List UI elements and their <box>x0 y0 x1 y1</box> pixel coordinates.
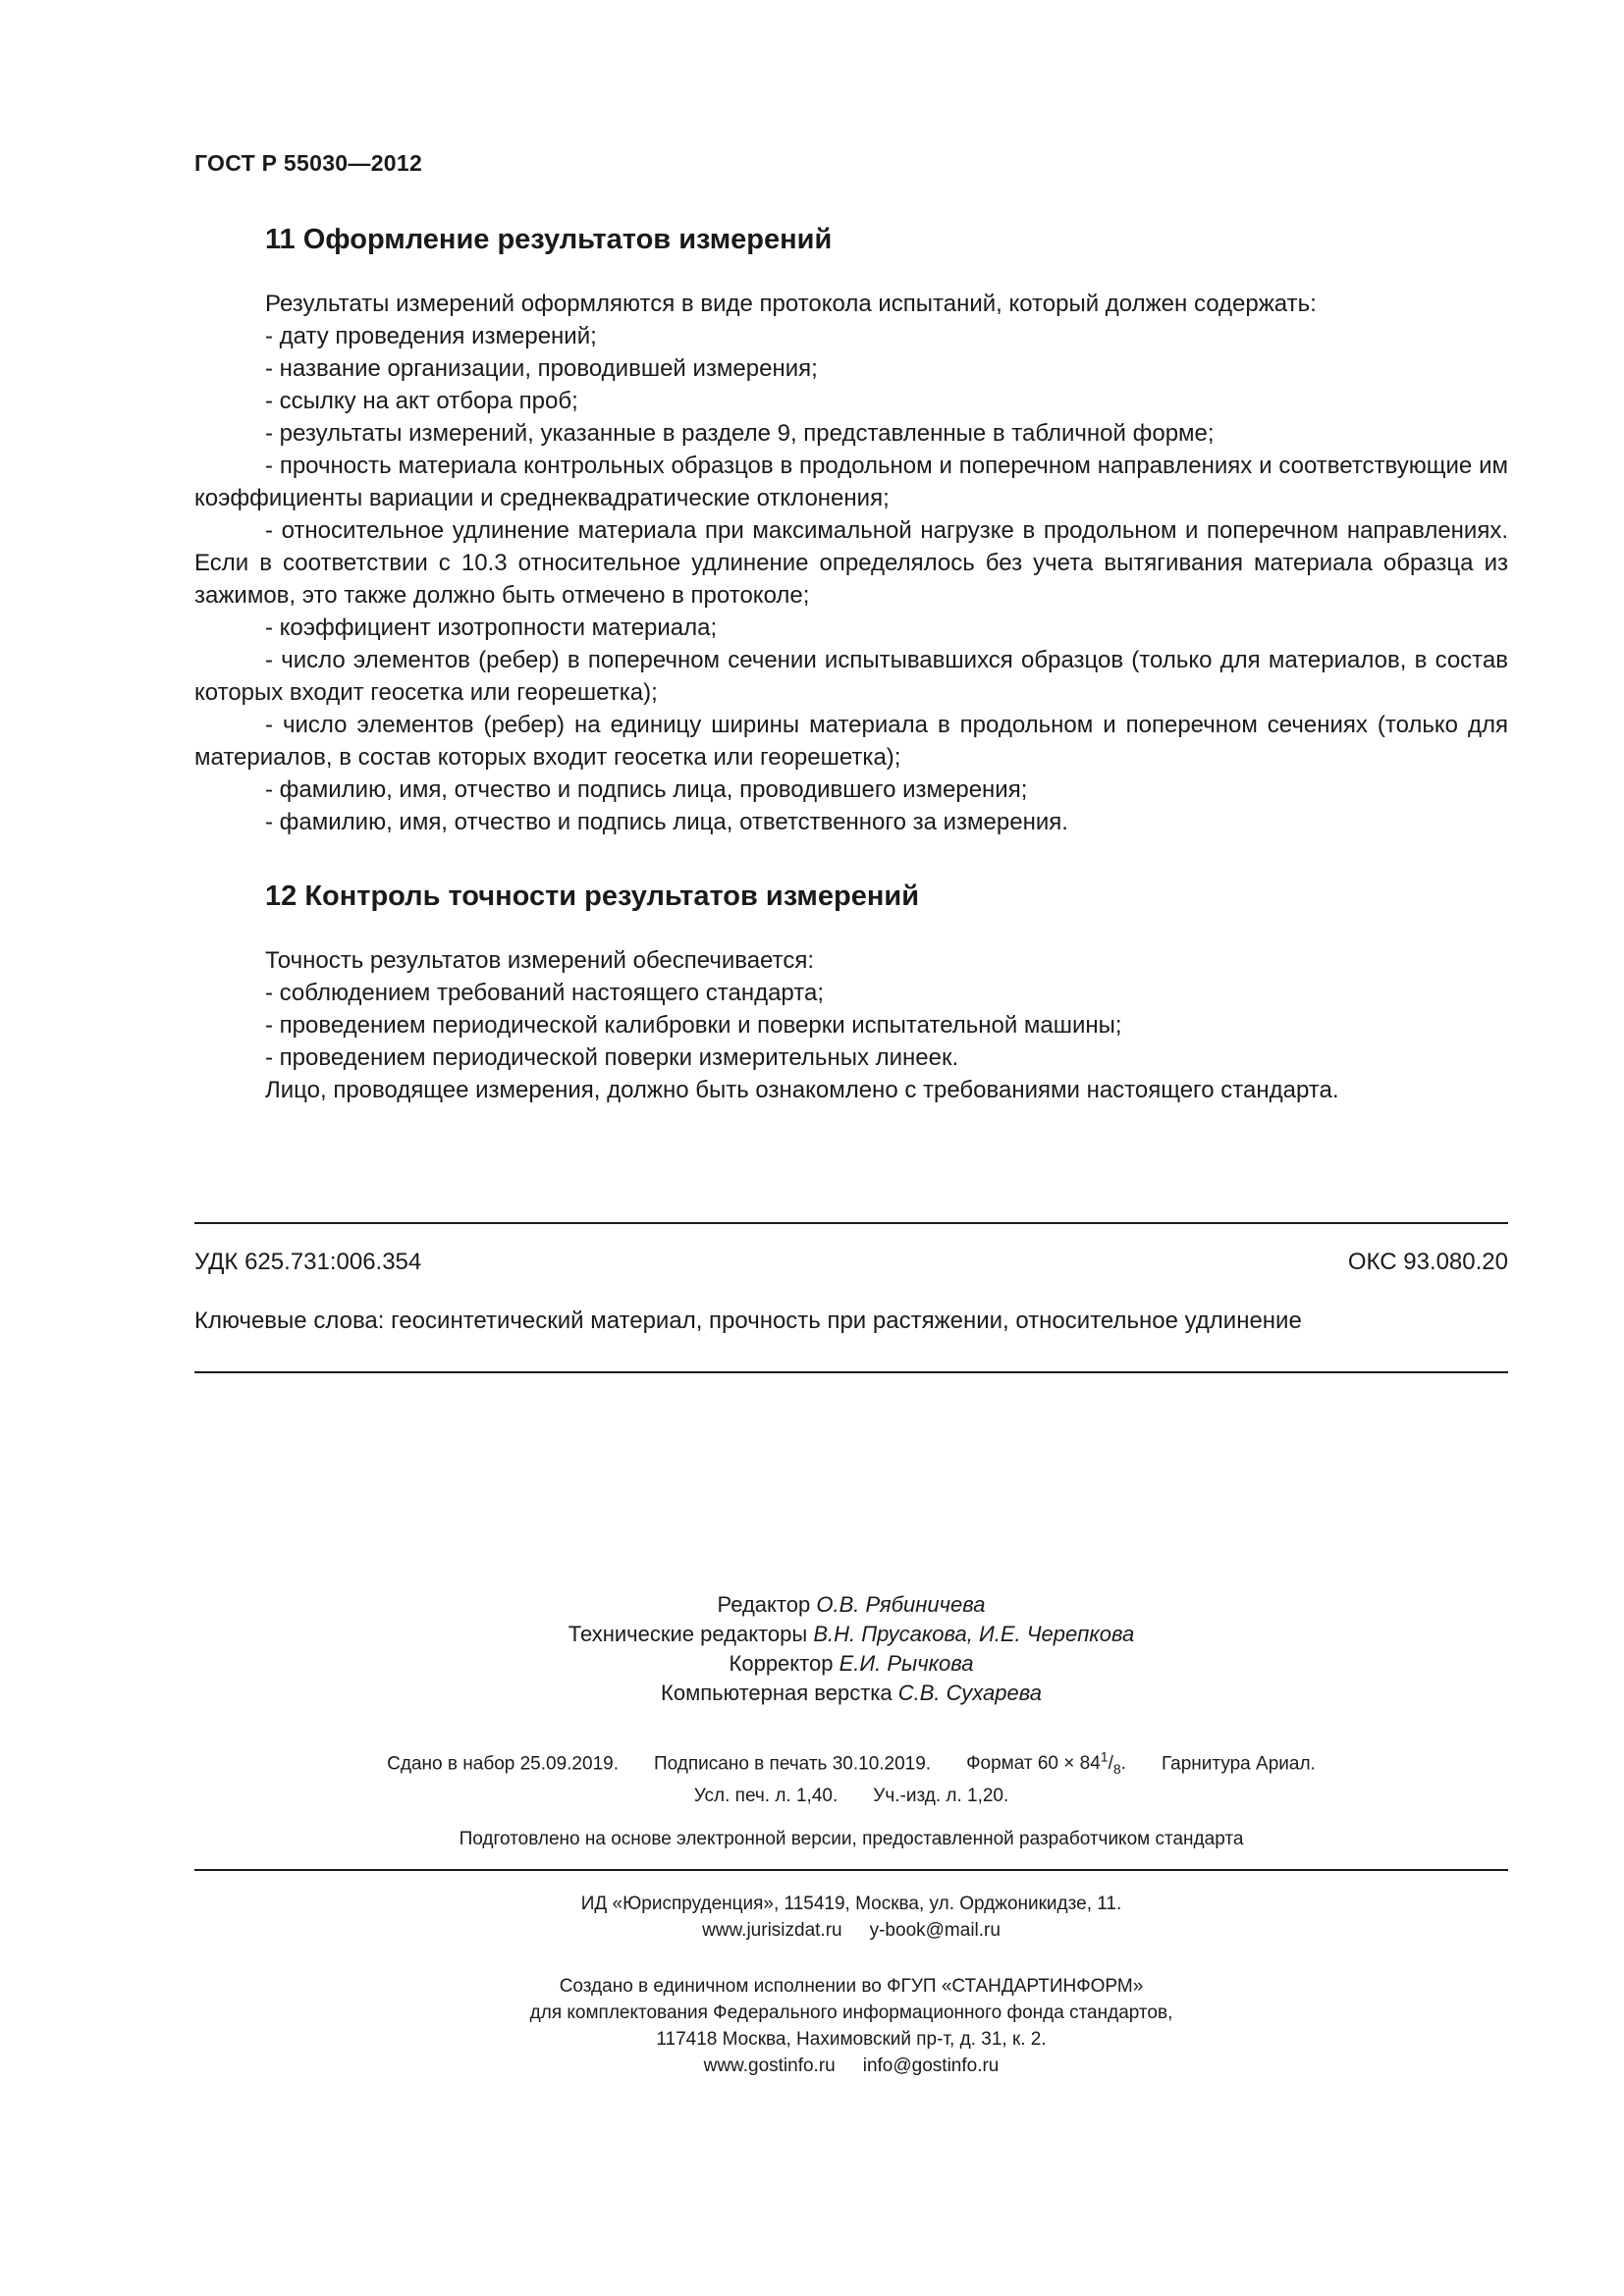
paper-format: Формат $60 \times 84^1/_8$. <box>966 1749 1126 1778</box>
editor-name: О.В. Рябиничева <box>816 1592 986 1617</box>
paragraph: Результаты измерений оформляются в виде протокола испытаний, который должен содержать: <box>265 291 1317 317</box>
producer-email[interactable]: info@gostinfo.ru <box>862 2056 1000 2076</box>
list-item: - результаты измерений, указанные в разделе 9, представленные в табличной форме; <box>265 420 1215 447</box>
publisher-contacts <box>194 1917 1508 1944</box>
corrector-line: Корректор Е.И. Рычкова <box>729 1651 974 1676</box>
section-11-body <box>194 288 1508 838</box>
publisher-address: ИД «Юриспруденция», 115419, Москва, ул. Орджоникидзе, 11. <box>580 1894 1122 1914</box>
list-item: - фамилию, имя, отчество и подпись лица, проводившего измерения; <box>265 776 1028 803</box>
credits-block <box>194 1590 1508 1708</box>
prepared-note: Подготовлено на основе электронной версии, предоставленной разработчиком стандарта <box>459 1829 1244 1849</box>
list-item: - число элементов (ребер) на единицу ширины материала в продольном и поперечном сечениях (только для материалов, в состав которых входит геосетка или георешетка); <box>194 712 1508 771</box>
list-item: - коэффициент изотропности материала; <box>265 614 718 641</box>
tech-editors-line: Технические редакторы В.Н. Прусакова, И.Е. Черепкова <box>568 1622 1135 1646</box>
publisher-website[interactable]: www.jurisizdat.ru <box>702 1920 842 1941</box>
list-item: - дату проведения измерений; <box>265 323 597 349</box>
list-item: - фамилию, имя, отчество и подпись лица, ответственного за измерения. <box>265 809 1068 835</box>
producer-contacts <box>194 2053 1508 2079</box>
oks-code: ОКС 93.080.20 <box>1347 1249 1508 1275</box>
list-item: - проведением периодической поверки измерительных линеек. <box>265 1044 959 1071</box>
editor-line: Редактор О.В. Рябиничева <box>717 1592 986 1617</box>
section-12-body <box>194 944 1508 1106</box>
corrector-name: Е.И. Рычкова <box>839 1651 974 1676</box>
list-item: - ссылку на акт отбора проб; <box>265 388 578 414</box>
list-item: - относительное удлинение материала при максимальной нагрузке в продольном и поперечном направлениях. Если в соответствии с 10.3 относительное удлинение определялось без учета вытягивания материала образца из зажимов, это также должно быть отмечено в протоколе; <box>194 517 1508 609</box>
layout-name: С.В. Сухарева <box>897 1681 1042 1705</box>
divider-publisher <box>194 1869 1508 1871</box>
list-item: - проведением периодической калибровки и поверки испытательной машины; <box>265 1012 1122 1039</box>
paragraph: Лицо, проводящее измерения, должно быть ознакомлено с требованиями настоящего стандарта. <box>265 1077 1339 1103</box>
divider-bottom <box>194 1371 1508 1373</box>
keywords: Ключевые слова: геосинтетический материал, прочность при растяжении, относительное удлинение <box>194 1308 1302 1334</box>
producer-line-3: 117418 Москва, Нахимовский пр-т, д. 31, к. 2. <box>656 2029 1047 2050</box>
print-info-line-1: Сдано в набор 25.09.2019. Подписано в печать 30.10.2019. Формат $60 \times 84^1/_8$. Гарнитура Ариал. <box>387 1749 1316 1778</box>
document-page <box>194 0 1508 2296</box>
producer-website[interactable]: www.gostinfo.ru <box>703 2056 836 2076</box>
list-item: - прочность материала контрольных образцов в продольном и поперечном направлениях и соответствующие им коэффициенты вариации и среднеквадратические отклонения; <box>194 453 1508 511</box>
print-info-line-2: Усл. печ. л. 1,40. Уч.-изд. л. 1,20. <box>693 1786 1009 1807</box>
paragraph: Точность результатов измерений обеспечивается: <box>265 947 814 974</box>
publisher-email[interactable]: y-book@mail.ru <box>869 1920 1001 1941</box>
udk-code: УДК 625.731:006.354 <box>194 1249 422 1275</box>
publisher-block <box>194 1891 1508 1944</box>
producer-block <box>194 1973 1508 2079</box>
tech-editors-names: В.Н. Прусакова, И.Е. Черепкова <box>813 1622 1135 1646</box>
list-item: - название организации, проводившей измерения; <box>265 355 818 382</box>
divider-top <box>194 1222 1508 1224</box>
section-11-title: 11 Оформление результатов измерений <box>265 224 833 255</box>
layout-line: Компьютерная верстка С.В. Сухарева <box>661 1681 1042 1705</box>
producer-line-1: Создано в единичном исполнении во ФГУП «СТАНДАРТИНФОРМ» <box>559 1976 1144 1997</box>
document-id: ГОСТ Р 55030—2012 <box>194 150 423 176</box>
print-info <box>194 1743 1508 1810</box>
section-12-title: 12 Контроль точности результатов измерений <box>265 881 920 912</box>
list-item: - соблюдением требований настоящего стандарта; <box>265 980 824 1006</box>
producer-line-2: для комплектования Федерального информационного фонда стандартов, <box>529 2002 1173 2023</box>
list-item: - число элементов (ребер) в поперечном сечении испытывавшихся образцов (только для материалов, в состав которых входит геосетка или георешетка); <box>194 647 1508 706</box>
